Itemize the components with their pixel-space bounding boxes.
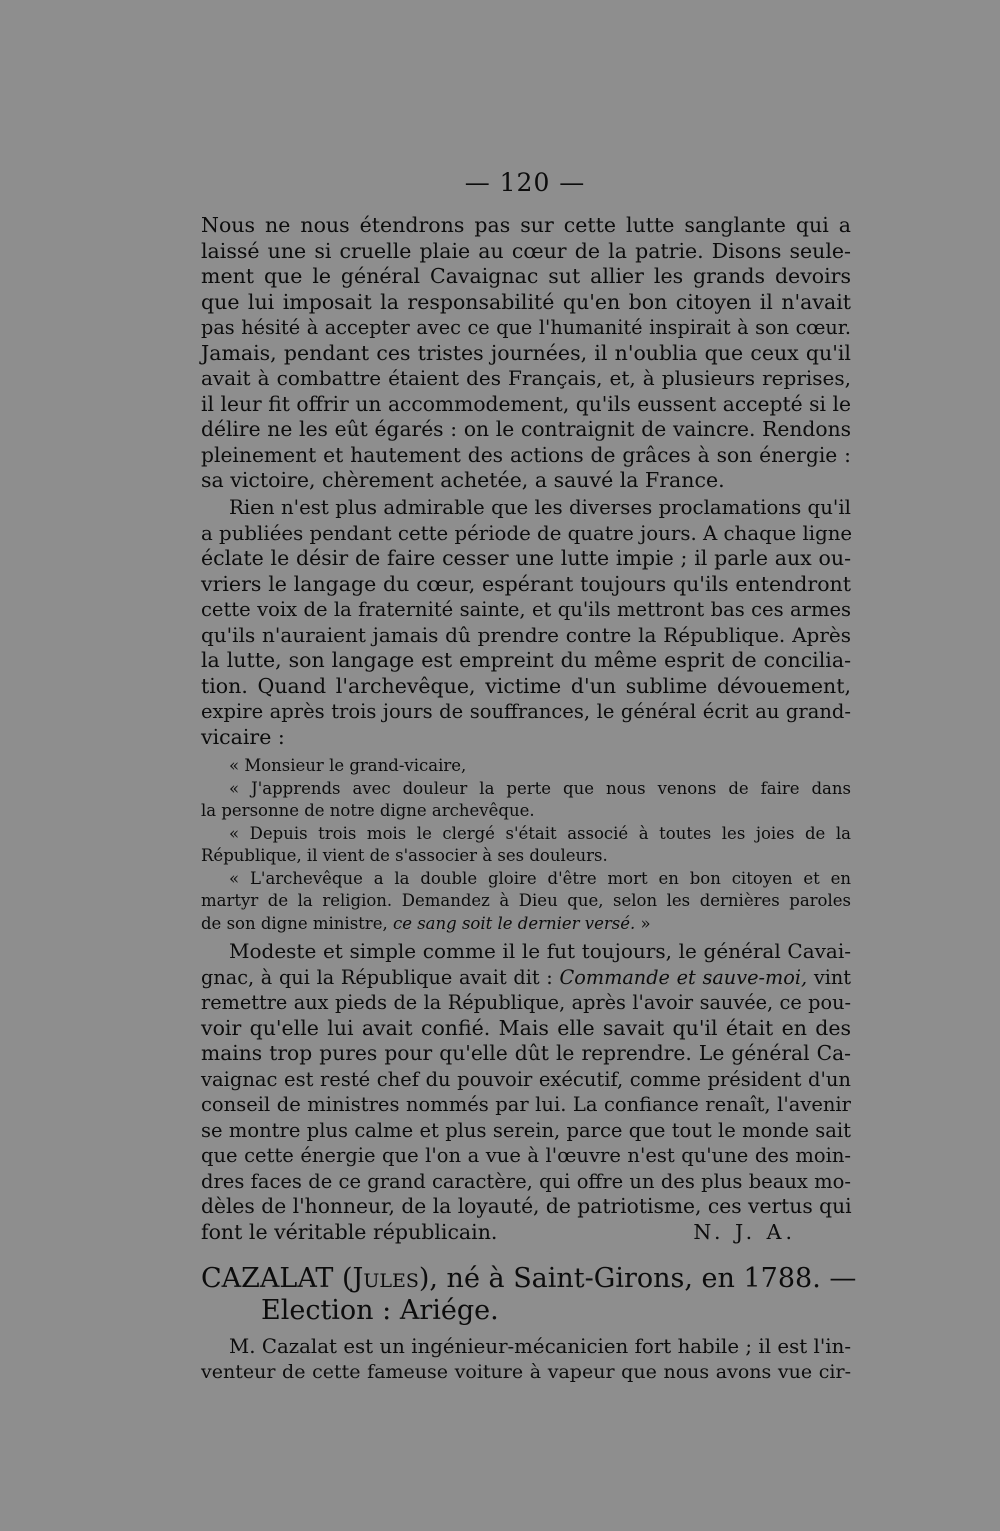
paragraph-cazalat xyxy=(201,1334,851,1385)
page-number: — 120 — xyxy=(464,168,586,197)
quote-line xyxy=(201,913,851,936)
text-line: pas hésité à accepter avec ce que l'humanité inspirait à son cœur. xyxy=(201,316,851,339)
text-line: éclate le désir de faire cesser une lutte impie ; il parle aux ou- xyxy=(201,546,851,570)
text-line: tion. Quand l'archevêque, victime d'un sublime dévouement, xyxy=(201,673,851,698)
paragraph-lutte xyxy=(201,213,851,494)
text-line: Rien n'est plus admirable que les diverses proclamations qu'il xyxy=(229,496,851,519)
text-line: a publiées pendant cette période de quatre jours. A chaque ligne xyxy=(201,521,853,545)
quote-line: « L'archevêque a la double gloire d'être mort en bon citoyen et en xyxy=(229,868,851,888)
text-line: vaignac est resté chef du pouvoir exécutif, comme président d'un xyxy=(201,1067,851,1091)
text-line: venteur de cette fameuse voiture à vapeur que nous avons vue cir- xyxy=(201,1360,851,1383)
quote-close: » xyxy=(635,913,651,933)
text-line: il leur fit offrir un accommodement, qu'ils eussent accepté si le xyxy=(201,391,851,416)
quote-line: « Depuis trois mois le clergé s'était associé à toutes les joies de la xyxy=(229,823,851,843)
text-line: avait à combattre étaient des Français, et, à plusieurs reprises, xyxy=(201,366,851,390)
text-line: vriers le langage du cœur, espérant toujours qu'ils entendront xyxy=(201,571,851,596)
text-line: expire après trois jours de souffrances, le général écrit au grand- xyxy=(201,700,851,723)
text-line: que lui imposait la responsabilité qu'en bon citoyen il n'avait xyxy=(201,289,851,314)
text-line: sa victoire, chèrement achetée, a sauvé la France. xyxy=(201,468,725,492)
text-line: dèles de l'honneur, de la loyauté, de patriotisme, ces vertus qui xyxy=(201,1194,852,1218)
text-line: délire ne les eût égarés : on le contraignit de vaincre. Rendons xyxy=(201,417,851,441)
text-segment: vint xyxy=(807,965,851,989)
quote-line: martyr de la religion. Demandez à Dieu que, selon les dernières paroles xyxy=(201,891,851,910)
quote-line: République, il vient de s'associer à ses douleurs. xyxy=(201,846,608,865)
text-line: remettre aux pieds de la République, après l'avoir sauvée, ce pou- xyxy=(201,991,851,1014)
quote-text: de son digne ministre, xyxy=(201,913,393,933)
text-line: M. Cazalat est un ingénieur-mécanicien fort habile ; il est l'in- xyxy=(229,1335,851,1358)
text-line: vicaire : xyxy=(201,724,285,749)
text-line: laissé une si cruelle plaie au cœur de la patrie. Disons seule- xyxy=(201,238,851,263)
text-line xyxy=(201,1220,851,1246)
heading-text: ( xyxy=(333,1263,353,1294)
quote-salutation: « Monsieur le grand-vicaire, xyxy=(229,756,467,775)
paragraph-proclamations xyxy=(201,495,851,750)
text-line: dres faces de ce grand caractère, qui offre un des plus beaux mo- xyxy=(201,1169,851,1193)
text-segment: gnac, à qui la République avait dit : xyxy=(201,965,560,989)
text-line: pleinement et hautement des actions de grâces à son énergie : xyxy=(201,442,851,467)
quote-line: la personne de notre digne archevêque. xyxy=(201,801,535,820)
text-line: que cette énergie que l'on a vue à l'œuvre n'est qu'une des moin- xyxy=(201,1144,851,1167)
entry-heading xyxy=(201,1263,861,1327)
text-line: Jamais, pendant ces tristes journées, il n'oublia que ceux qu'il xyxy=(201,340,851,365)
text-line: mains trop pures pour qu'elle dût le reprendre. Le général Ca- xyxy=(201,1041,851,1065)
signature: N. J. A. xyxy=(693,1219,796,1244)
italic-text: Commande et sauve-moi, xyxy=(559,965,808,989)
text-line: voir qu'elle lui avait confié. Mais elle savait qu'il était en des xyxy=(201,1015,851,1040)
paragraph-modeste xyxy=(201,939,851,1245)
text-line: cette voix de la fraternité sainte, et qu'ils mettront bas ces armes xyxy=(201,598,851,621)
text-line: conseil de ministres nommés par lui. La confiance renaît, l'avenir xyxy=(201,1093,851,1116)
text-line xyxy=(201,965,851,991)
text-line: ment que le général Cavaignac sut allier les grands devoirs xyxy=(201,264,851,288)
text-line: Nous ne nous étendrons pas sur cette lutte sanglante qui a xyxy=(201,213,851,237)
text-line: la lutte, son langage est empreint du même esprit de concilia- xyxy=(201,648,851,672)
quoted-letter xyxy=(201,755,851,935)
text-line: qu'ils n'auraient jamais dû prendre contre la République. Après xyxy=(201,622,851,647)
text-line: Modeste et simple comme il le fut toujours, le général Cavai- xyxy=(229,939,851,963)
entry-election: Election : Ariége. xyxy=(261,1295,499,1326)
text-line: se montre plus calme et plus serein, parce que tout le monde sait xyxy=(201,1118,851,1142)
heading-line xyxy=(201,1263,861,1295)
quote-italic-text: ce sang soit le dernier versé. xyxy=(392,913,636,933)
entry-given-name: Jules xyxy=(352,1263,419,1294)
entry-surname: CAZALAT xyxy=(201,1263,334,1294)
heading-text: ), né à Saint-Girons, en 1788. — xyxy=(418,1263,857,1294)
text-segment: font le véritable républicain. xyxy=(201,1219,498,1244)
quote-line: « J'apprends avec douleur la perte que nous venons de faire dans xyxy=(229,778,851,798)
